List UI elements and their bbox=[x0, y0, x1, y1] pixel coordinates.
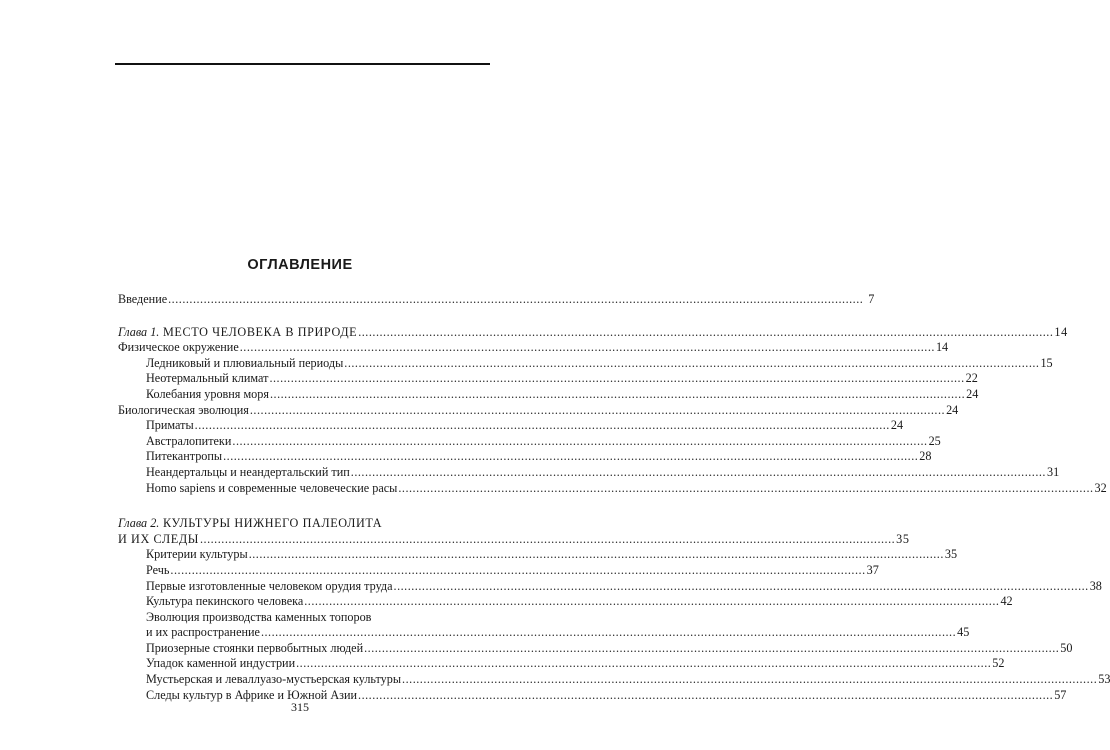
leader-dots: .................................................................................................................................................................................................... bbox=[260, 625, 957, 640]
leader-dots: .................................................................................................................................................................................................... bbox=[344, 355, 1040, 370]
leader-dots: .................................................................................................................................................................................................... bbox=[194, 418, 890, 433]
toc-entry-page: 31 bbox=[1046, 464, 1060, 479]
toc-entry-page: 25 bbox=[928, 433, 941, 448]
toc-subsection[interactable] bbox=[118, 594, 1013, 610]
toc-entry-page: 38 bbox=[1089, 578, 1102, 593]
toc-entry-page: 24 bbox=[946, 402, 959, 417]
toc-subsection[interactable] bbox=[118, 433, 941, 450]
toc-entry-label: Ледниковый и плювиальный периоды bbox=[146, 355, 344, 370]
toc-subsection[interactable] bbox=[118, 449, 932, 465]
page-number: 315 bbox=[291, 700, 309, 714]
toc-chapter-2[interactable] bbox=[118, 531, 910, 548]
toc-entry-label: Биологическая эволюция bbox=[118, 402, 249, 417]
leader-dots: .................................................................................................................................................................................................... bbox=[402, 672, 1098, 687]
toc-chapter-1[interactable] bbox=[118, 324, 1068, 341]
toc-entry-label: Следы культур в Африке и Южной Азии bbox=[146, 687, 358, 702]
toc-entry-label: Приозерные стоянки первобытных людей bbox=[146, 640, 364, 655]
toc-entry-label: Австралопитеки bbox=[146, 433, 232, 448]
toc-entry-label: Речь bbox=[146, 562, 170, 577]
leader-dots: .................................................................................................................................................................................................... bbox=[296, 656, 992, 671]
toc-subsection[interactable] bbox=[118, 355, 1053, 372]
toc-subsection[interactable] bbox=[118, 656, 1005, 672]
toc-subsection[interactable] bbox=[118, 562, 879, 579]
toc-subsection-line1[interactable]: Эволюция производства каменных топоров bbox=[146, 609, 372, 624]
toc-subsection[interactable] bbox=[118, 418, 904, 434]
toc-subsection[interactable] bbox=[118, 547, 958, 563]
leader-dots: .................................................................................................................................................................................................... bbox=[239, 340, 935, 355]
leader-dots: .................................................................................................................................................................................................... bbox=[249, 402, 946, 417]
toc-entry-page: 37 bbox=[866, 562, 879, 577]
toc-entry-page: 32 bbox=[1094, 480, 1107, 495]
toc-entry-page: 28 bbox=[919, 449, 932, 464]
toc-entry-page: 24 bbox=[966, 386, 979, 401]
chapter-prefix: Глава 2. bbox=[118, 516, 160, 531]
toc-entry-page: 14 bbox=[1054, 324, 1068, 339]
chapter-prefix: Глава 1. bbox=[118, 324, 160, 339]
toc-entry-page: 53 bbox=[1098, 672, 1110, 687]
leader-dots: .................................................................................................................................................................................................... bbox=[168, 292, 864, 306]
toc-entry-label: Homo sapiens и современные человеческие расы bbox=[146, 480, 398, 495]
toc-subsection[interactable] bbox=[118, 640, 1073, 657]
toc-entry-page: 7 bbox=[868, 292, 875, 306]
leader-dots: .................................................................................................................................................................................................... bbox=[170, 562, 866, 577]
leader-dots: .................................................................................................................................................................................................... bbox=[248, 547, 944, 562]
toc-subsection[interactable] bbox=[118, 578, 1102, 595]
leader-dots: .................................................................................................................................................................................................... bbox=[269, 371, 965, 386]
toc-entry-label: Питекантропы bbox=[146, 449, 223, 464]
toc-subsection[interactable] bbox=[118, 480, 1107, 497]
toc-entry-label: Колебания уровня моря bbox=[146, 386, 269, 401]
toc-entry-page: 24 bbox=[890, 418, 904, 433]
toc-entry-page: 15 bbox=[1040, 355, 1053, 370]
chapter-name: КУЛЬТУРЫ НИЖНЕГО ПАЛЕОЛИТА bbox=[163, 516, 383, 531]
toc-entry-label: и их распространение bbox=[146, 625, 260, 640]
leader-dots: .................................................................................................................................................................................................... bbox=[393, 578, 1089, 593]
toc-entry-label: Упадок каменной индустрии bbox=[146, 656, 296, 671]
leader-dots: .................................................................................................................................................................................................... bbox=[269, 386, 966, 401]
toc-chapter-2-title[interactable] bbox=[118, 516, 490, 532]
chapter-name: МЕСТО ЧЕЛОВЕКА В ПРИРОДЕ bbox=[163, 324, 358, 339]
toc-subsection[interactable] bbox=[118, 672, 1110, 688]
toc-entry-label: Культура пекинского человека bbox=[146, 594, 304, 609]
top-rule bbox=[115, 63, 490, 65]
leader-dots: .................................................................................................................................................................................................... bbox=[304, 594, 1000, 609]
toc-entry-label: Введение bbox=[118, 292, 168, 306]
toc-entry-label: Неандертальцы и неандертальский тип bbox=[146, 464, 350, 479]
toc-entry-page: 35 bbox=[896, 531, 910, 546]
leader-dots: .................................................................................................................................................................................................... bbox=[398, 480, 1094, 495]
toc-entry-page: 57 bbox=[1054, 687, 1067, 702]
leader-dots: .................................................................................................................................................................................................... bbox=[223, 449, 919, 464]
toc-section[interactable] bbox=[118, 340, 949, 356]
toc-entry-label: Мустьерская и леваллуазо-мустьерская культуры bbox=[146, 672, 402, 687]
leader-dots: .................................................................................................................................................................................................... bbox=[364, 640, 1060, 655]
leader-dots: .................................................................................................................................................................................................... bbox=[358, 324, 1054, 339]
toc-entry-label: Физическое окружение bbox=[118, 340, 239, 355]
toc-subsection[interactable] bbox=[118, 386, 979, 403]
toc-entry-page: 52 bbox=[992, 656, 1005, 671]
chapter-title bbox=[118, 325, 357, 341]
toc-entry-page: 45 bbox=[957, 625, 970, 640]
toc-entry-label: Первые изготовленные человеком орудия труда bbox=[146, 578, 393, 593]
toc-subsection[interactable] bbox=[118, 371, 978, 387]
toc-entry-introduction[interactable] bbox=[118, 292, 875, 308]
chapter-name-continued: И ИХ СЛЕДЫ bbox=[118, 531, 199, 546]
toc-entry-page: 35 bbox=[944, 547, 958, 562]
toc-section[interactable] bbox=[118, 402, 959, 419]
toc-entry-page: 42 bbox=[1000, 594, 1013, 609]
toc-title: ОГЛАВЛЕНИЕ bbox=[247, 257, 353, 273]
toc-entry-label: Неотермальный климат bbox=[146, 371, 269, 386]
leader-dots: .................................................................................................................................................................................................... bbox=[199, 531, 896, 546]
toc-subsection[interactable] bbox=[118, 464, 1060, 481]
leader-dots: .................................................................................................................................................................................................... bbox=[358, 687, 1054, 702]
toc-entry-label: Критерии культуры bbox=[146, 547, 248, 562]
toc-entry-page: 22 bbox=[965, 371, 978, 386]
toc-entry-page: 50 bbox=[1060, 640, 1073, 655]
toc-entry-label: Приматы bbox=[146, 418, 194, 433]
toc-subsection[interactable] bbox=[118, 625, 970, 641]
leader-dots: .................................................................................................................................................................................................... bbox=[350, 464, 1046, 479]
leader-dots: .................................................................................................................................................................................................... bbox=[232, 433, 928, 448]
table-of-contents bbox=[118, 292, 1110, 703]
toc-entry-page: 14 bbox=[935, 340, 949, 355]
